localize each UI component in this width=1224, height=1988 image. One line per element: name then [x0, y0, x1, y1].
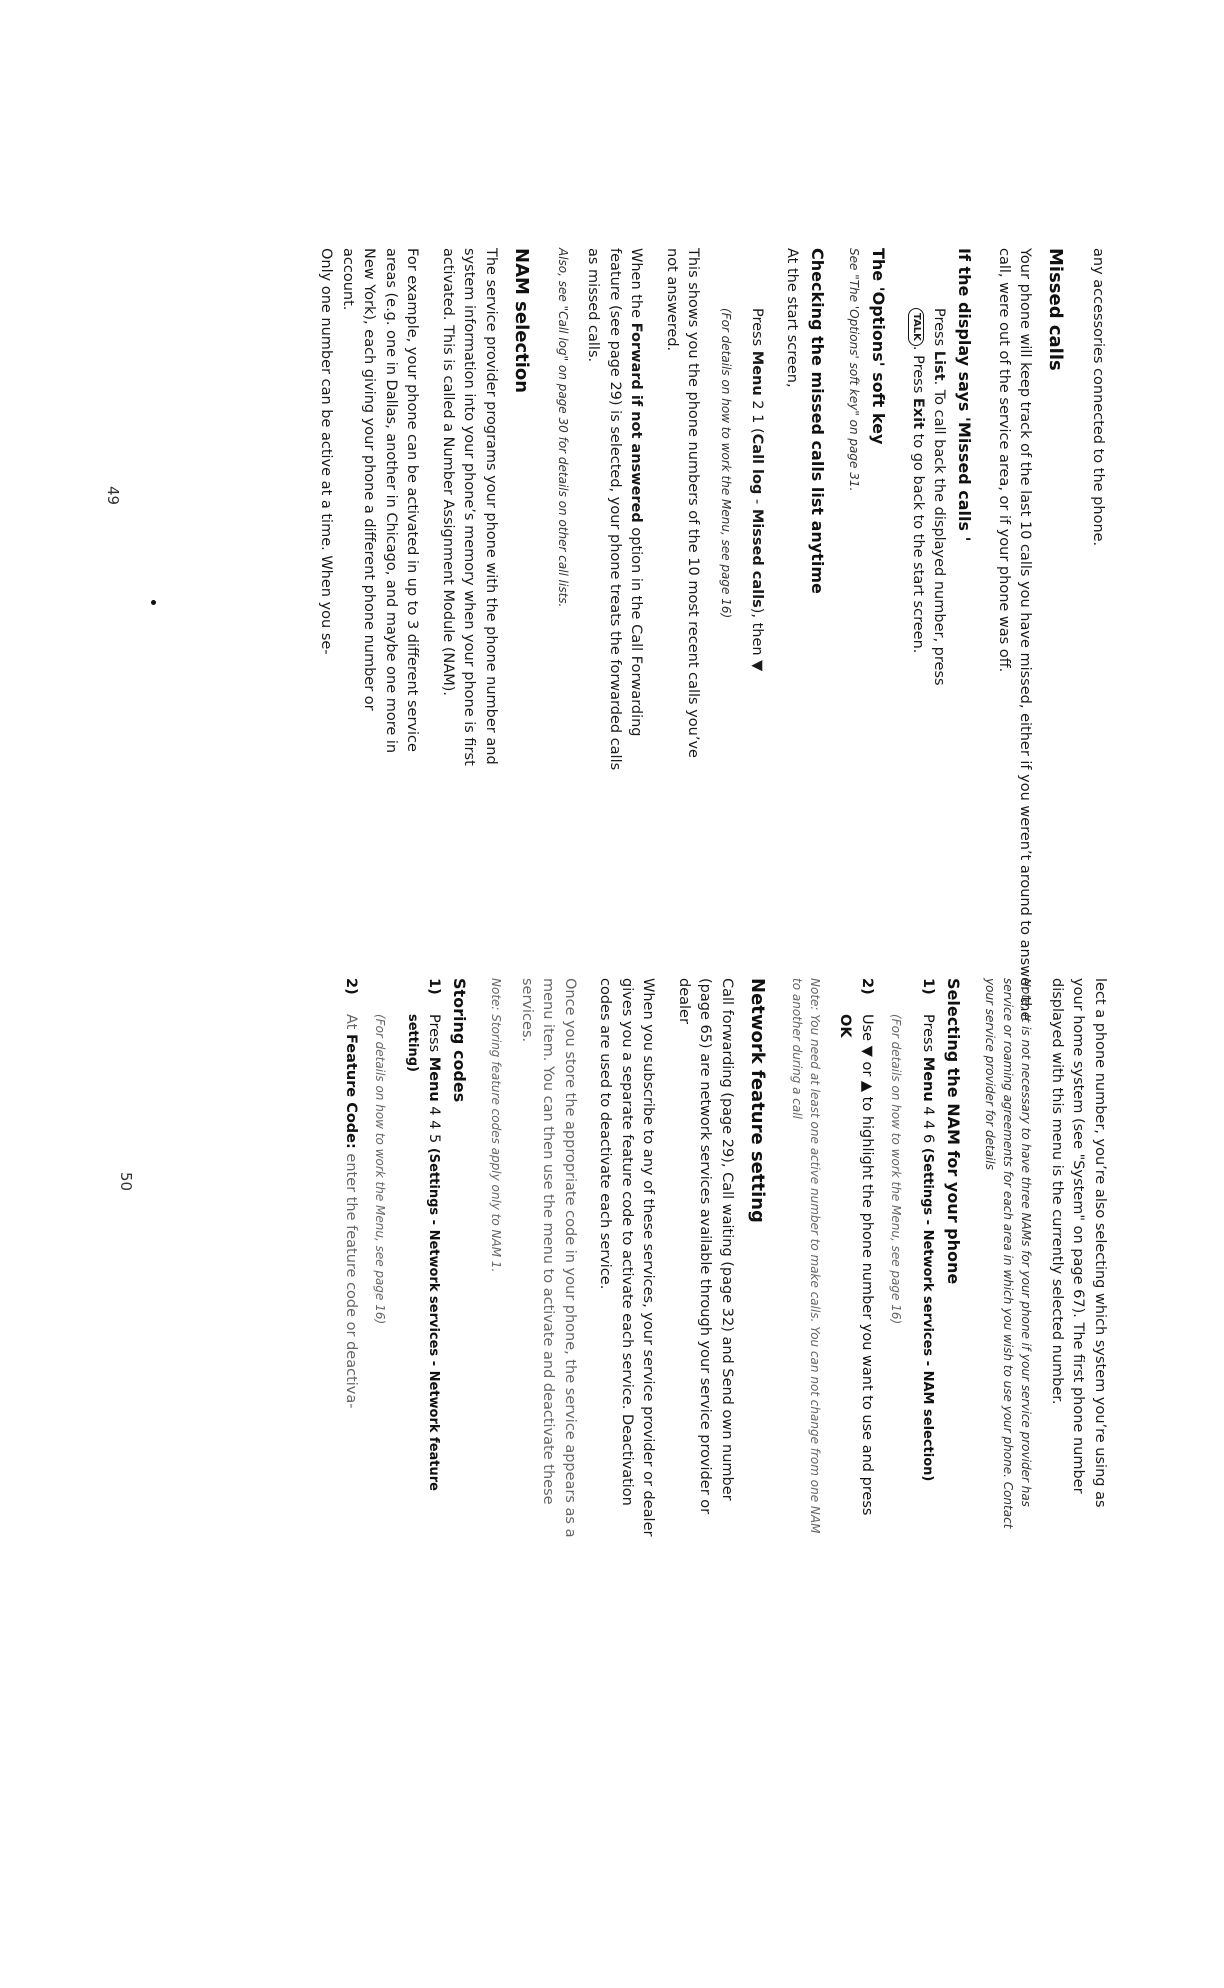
checking-heading: Checking the missed calls list anytime — [808, 248, 828, 594]
talk-key-icon: TALK — [908, 308, 924, 346]
network-note: Note: Storing feature codes apply only to NAM 1. — [489, 978, 504, 1273]
checking-shows: This shows you the phone numbers of the 10 most recent calls you’ve not answered. — [664, 248, 702, 758]
options-note: See "The 'Options' soft key" on page 31. — [847, 248, 862, 492]
missed-calls-heading: Missed calls — [1045, 248, 1067, 371]
selecting-note: Note: You need at least one active number to make calls. You can not change from one NAM to another during a call — [790, 978, 822, 1534]
missed-calls-body: Your phone will keep track of the last 10 calls you have missed, either if you weren’t around to answer the call, were out of the service area, or if your phone was off. — [996, 248, 1034, 1021]
nam-selection-heading: NAM selection — [511, 248, 532, 394]
selecting-step-1: 1) Press Menu 4 4 6 (Settings - Network services - NAM selection) (For details on how to work the Menu, see page 16) — [887, 978, 939, 1988]
page-number-49: 49 — [104, 486, 122, 506]
stray-dot-mark — [151, 600, 156, 605]
selecting-menu-note: (For details on how to work the Menu, see page 16) — [889, 1014, 903, 1325]
storing-step-1: 1) Press Menu 4 4 5 (Settings - Network services - Network feature setting) (For details on how to work the Menu, see page 16) — [372, 978, 445, 1988]
display-says-heading: If the display says 'Missed calls ' — [955, 248, 975, 542]
intro-line: any accessories connected to the phone. — [1090, 248, 1106, 547]
display-says-body: Press List. To call back the displayed number, press TALK. Press Exit to go back to the start screen. — [910, 308, 948, 686]
checking-when: When the Forward if not answered option in the Call Forwarding feature (see page 29) is selected, your phone treats the forwarded calls as missed calls. — [585, 248, 645, 771]
options-heading: The 'Options' soft key — [869, 248, 889, 445]
storing-menu-note: (For details on how to work the Menu, see page 16) — [373, 1014, 388, 1325]
page-50 — [340, 978, 1110, 1988]
page-number-50: 50 — [117, 1172, 135, 1192]
exit-key-label: Exit — [910, 397, 926, 430]
network-p3: Once you store the appropriate code in your phone, the service appears as a menu item. You can then use the menu to activate and deactivate these services. — [519, 978, 578, 1538]
list-key-label: List — [931, 350, 948, 381]
nam-continued: lect a phone number, you’re also selecting which system you’re using as your home system (see "System" on page 67). The first phone number displayed with this menu is the currently selected number. — [1049, 978, 1108, 1508]
nam-p1: The service provider programs your phone with the phone number and system information into your phone’s memory when your phone is first activated. This is called a Number Assignment Module (NAM). — [440, 248, 499, 766]
network-p1: Call forwarding (page 29), Call waiting (page 32) and Send own number (page 65) are network services available through your service provider or dealer — [676, 978, 735, 1515]
storing-codes-heading: Storing codes — [450, 978, 470, 1103]
storing-step-2: 2) At Feature Code: enter the feature code or deactiva- — [343, 978, 360, 1409]
nam-note: Note, It is not necessary to have three NAMs for your phone if your service provider has service or roaming agreements for each area in which you wish to use your phone. Contact your service provider for details — [983, 978, 1034, 1529]
selecting-nam-heading: Selecting the NAM for your phone — [944, 978, 964, 1285]
network-feature-heading: Network feature setting — [747, 978, 768, 1223]
checking-menu-note: (For details on how to work the Menu, see page 16) — [719, 308, 734, 619]
nam-p2: For example, your phone can be activated in up to 3 different service areas (e.g. one in Dallas, another in Chicago, and maybe one more in New York), each giving your phone a different phone number or account. — [340, 248, 421, 754]
selecting-step-2: 2) Use ▼ or ▲ to highlight the phone number you want to use and press OK — [837, 978, 875, 1516]
nam-p3: Only one number can be active at a time. When you se- — [318, 248, 335, 655]
checking-also-note: Also, see "Call log" on page 30 for details on other call lists. — [556, 248, 570, 608]
checking-press-step: Press Menu 2 1 (Call log - Missed calls), then ▼ — [749, 308, 765, 672]
checking-lead: At the start screen, — [784, 248, 801, 388]
network-p2: When you subscribe to any of these services, your service provider or dealer gives you a separate feature code to activate each service. Deactivation codes are used to deactivate each service. — [597, 978, 657, 1537]
